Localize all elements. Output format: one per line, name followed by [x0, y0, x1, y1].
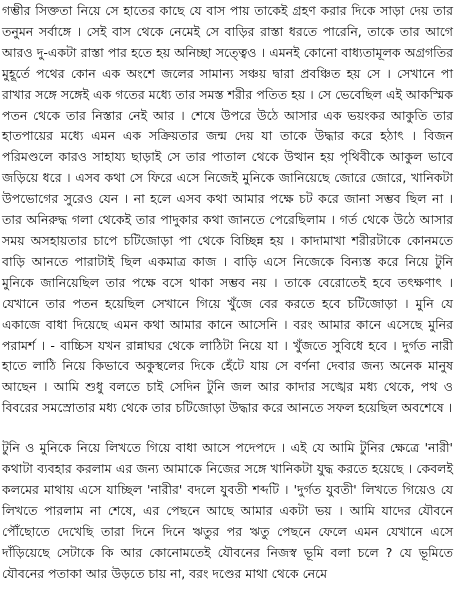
- paragraph-1: গম্ভীর সিক্ততা নিয়ে সে হাতের কাছে যে বাস পায় তাকেই গ্রহণ করার দিকে সাড়া দেয় তার তনুমন সর্বাঙ্গে । সেই বাস থেকে নেমেই সে বাড়ির রাস্তা ধরতে পারেনি, তাকে তার আগে আরও দু-একটা রাস্তা পার হতে হয় অনিচ্ছা সত্ত্বেও । এমনই কোনো বাধ্যতামূলক অগ্রগতির মুহূর্তে পথের কোন এক অংশে জলের সামান্য সঞ্চয় দ্বারা প্রবঞ্চিত হয় সে । সেখানে পা রাখার সঙ্গে সঙ্গেই এক গতের মধ্যে তার সমস্ত শরীর পতিত হয় । সে ভেবেছিল এই আকস্মিক পতন থেকে তার নিস্তার নেই আর । শেষে উপরে উঠে আসার এক ভয়ংকর আকুতি তার হাতপায়ের মধ্যে এমন এক সক্রিয়তার জন্ম দেয় যা তাকে উদ্ধার করে হঠাৎ । বিজন পরিমণ্ডলে কারও সাহায্য ছাড়াই সে তার পাতাল থেকে উত্থান হয় পৃথিবীকে আকুল ভাবে জড়িয়ে ধরে । এসব কথা সে ফিরে এসে নিজেই মুনিকে জানিয়েছে জোরে জোরে, খানিকটা উপভোগের সুরেও যেন । না হলে এসব কথা আমার পক্ষে চট করে জানা সম্ভব ছিল না । তার অনিরুদ্ধ গলা থেকেই তার পাদুকার কথা জানতে পেরেছিলাম । গর্ত থেকে উঠে আসার সময় অসহায়তার চাপে চটিজোড়া পা থেকে বিচ্ছিন্ন হয় । কাদামাখা শরীরটাকে কোনমতে বাড়ি আনতে পারাটাই ছিল একমাত্র কাজ । বাড়ি এসে নিজেকে বিন্যস্ত করে নিয়ে টুনি মুনিকে জানিয়েছিল তার পক্ষে বসে থাকা সম্ভব নয় । তাকে বেরোতেই হবে তৎক্ষণাৎ । যেখানে তার পতন হয়েছিল সেখানে গিয়ে খুঁজে বের করতে হবে চটিজোড়া । মুনি যে একাজে বাধা দিয়েছে এমন কথা আমার কানে আসেনি । বরং আমার কানে এসেছে মুনির পরামর্শ । - বাচ্চিস যখন রান্নাঘর থেকে লাঠিটা নিয়ে যা । খুঁজতে সুবিধে হবে । দুর্গত নারী হাতে লাঠি নিয়ে কিভাবে অকুস্থলের দিকে হেঁটে যায় সে বর্ণনা দেবার জন্য অনেক মানুষ আছেন । আমি শুধু বলতে চাই সেদিন টুনি জল আর কাদার সঙ্খের মধ্য থেকে, পথ ও বিবরের সমস্রোতার মধ্য থেকে তার চটিজোড়া উদ্ধার করে আনতে সফল হয়েছিল অবশেষে ।: [2, 3, 453, 416]
- paragraph-2: টুনি ও মুনিকে নিয়ে লিখতে গিয়ে বাধা আসে পদেপদে । এই যে আমি টুনির ক্ষেত্রে 'নারী' কথাটা ব্যবহার করলাম এর জন্য আমাকে নিজের সঙ্গে খানিকটা যুদ্ধ করতে হয়েছে । কেবলই কলমের মাথায় এসে যাচ্ছিল 'নারীর' বদলে যুবতী শব্দটি । 'দুর্গত যুবতী' লিখতে গিয়েও যে লিখতে পারলাম না শেষে, এর পেছনে আছে আমার একটা ভয় । আমি যাদের যৌবনে পৌঁছোতে দেখেছি তারা দিনে দিনে ঋতুর পর ঋতু পেছনে ফেলে এমন যেখানে এসে দাঁড়িয়েছে সেটাকে কি আর কোনোমতেই যৌবনের নিজস্ব ভূমি বলা চলে ? যে ভূমিতে যৌবনের পতাকা আর উড়তে চায় না, বরং দণ্ডের মাথা থেকে নেমে: [2, 440, 453, 581]
- paragraph-gap: [2, 419, 453, 438]
